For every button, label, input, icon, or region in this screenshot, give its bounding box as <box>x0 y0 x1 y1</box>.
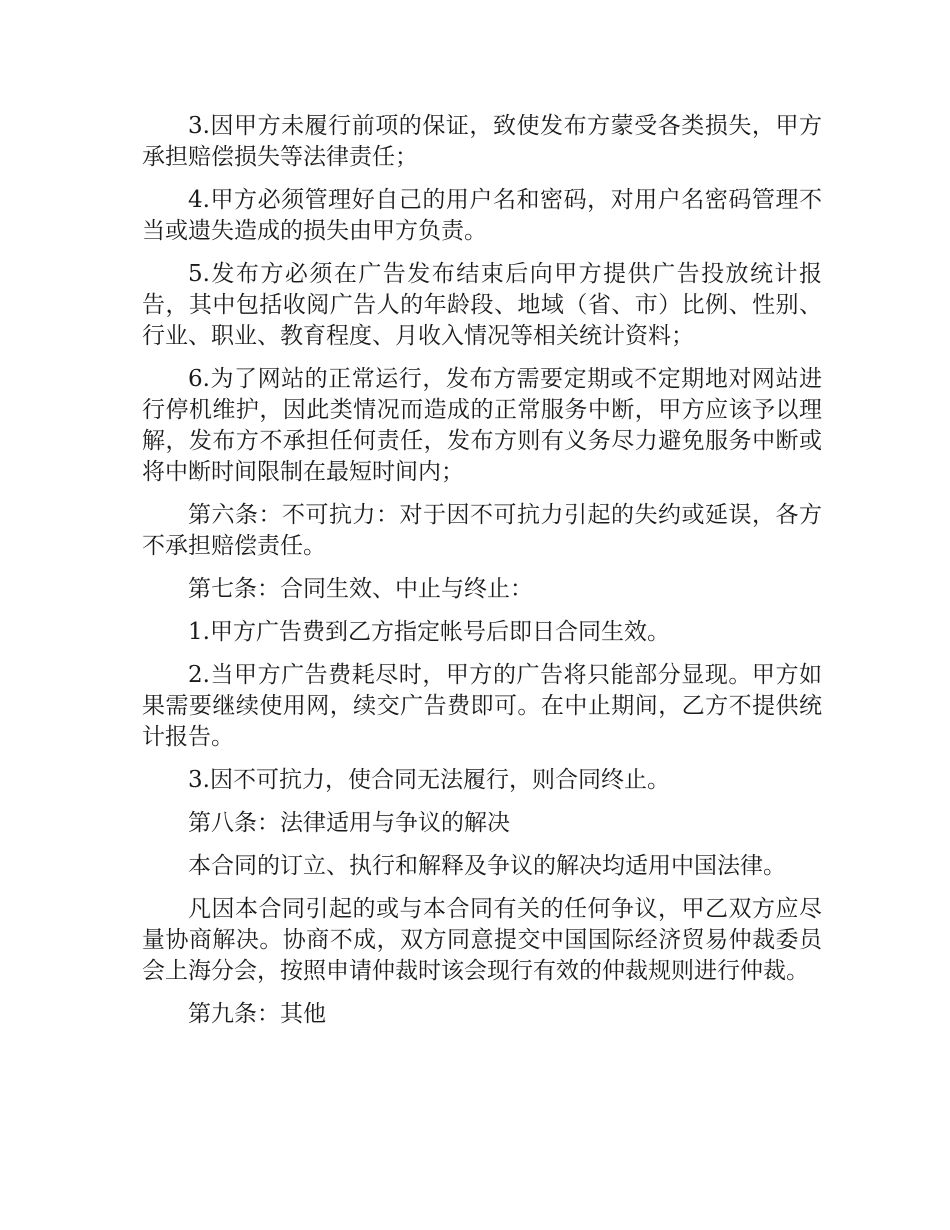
article-8-heading: 第八条：法律适用与争议的解决 <box>188 810 510 836</box>
document-page <box>142 111 822 1042</box>
clause-4-account-security: 4.甲方必须管理好自己的用户名和密码，对用户名密码管理不当或遗失造成的损失由甲方负责。 <box>142 187 822 244</box>
article-7-item-1: 1.甲方广告费到乙方指定帐号后即日合同生效。 <box>188 619 670 645</box>
article-7-item-3: 3.因不可抗力，使合同无法履行，则合同终止。 <box>188 767 670 793</box>
article-7-heading: 第七条：合同生效、中止与终止： <box>188 576 533 602</box>
article-7-item-2: 2.当甲方广告费耗尽时，甲方的广告将只能部分显现。甲方如果需要继续使用网，续交广告费即可。在中止期间，乙方不提供统计报告。 <box>142 662 822 750</box>
clause-6-maintenance: 6.为了网站的正常运行，发布方需要定期或不定期地对网站进行停机维护，因此类情况而造成的正常服务中断，甲方应该予以理解，发布方不承担任何责任，发布方则有义务尽力避免服务中断或将中断时间限制在最短时间内； <box>142 366 822 485</box>
article-8-arbitration: 凡因本合同引起的或与本合同有关的任何争议，甲乙双方应尽量协商解决。协商不成，双方同意提交中国国际经济贸易仲裁委员会上海分会，按照申请仲裁时该会现行有效的仲裁规则进行仲裁。 <box>142 896 822 984</box>
clause-3-indemnity: 3.因甲方未履行前项的保证，致使发布方蒙受各类损失，甲方承担赔偿损失等法律责任； <box>142 113 822 170</box>
clause-5-statistics-report: 5.发布方必须在广告发布结束后向甲方提供广告投放统计报告，其中包括收阅广告人的年龄段、地域（省、市）比例、性别、行业、职业、教育程度、月收入情况等相关统计资料； <box>142 261 822 349</box>
article-8-governing-law: 本合同的订立、执行和解释及争议的解决均适用中国法律。 <box>188 853 786 879</box>
article-9-heading: 第九条：其他 <box>188 1001 326 1027</box>
article-6-force-majeure: 第六条：不可抗力：对于因不可抗力引起的失约或延误，各方不承担赔偿责任。 <box>142 502 822 559</box>
